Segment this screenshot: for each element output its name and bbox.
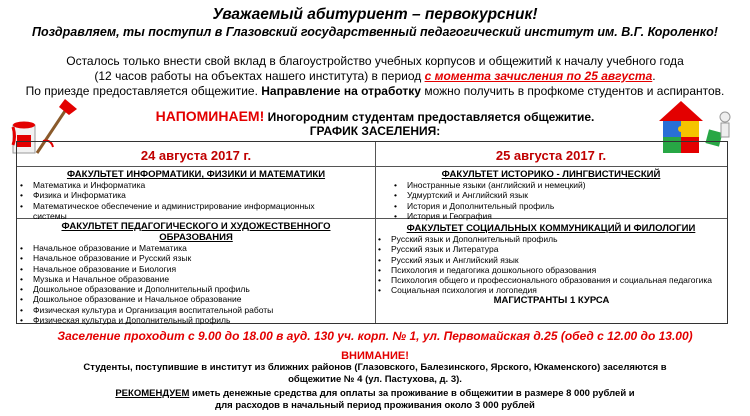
- header-divider: [17, 166, 727, 167]
- program-item: • Социальная психология и логопедия: [375, 285, 725, 295]
- nearby-students-line-2: общежитие № 4 (ул. Пастухова, д. 3).: [288, 374, 462, 385]
- program-item: • Русский язык и Дополнительный профиль: [375, 234, 725, 244]
- date-25-august: 25 августа 2017 г.: [495, 148, 607, 163]
- program-item: • Русский язык и Литература: [375, 244, 725, 254]
- reminder-text: Иногородним студентам предоставляется общежитие.: [264, 110, 595, 124]
- program-item: • Начальное образование и Биология: [17, 264, 367, 274]
- faculty-name-line-2: ОБРАЗОВАНИЯ: [159, 232, 233, 243]
- program-item: • Удмуртский и Английский язык: [391, 190, 721, 200]
- recommendation-note: [0, 388, 750, 412]
- date-24-august: 24 августа 2017 г.: [140, 148, 252, 163]
- program-item: • Начальное образование и Математика: [17, 243, 367, 253]
- intro-line-3-post: можно получить в профкоме студентов и аспирантов.: [420, 84, 725, 98]
- recommendation-text: иметь денежные средства для оплаты за проживание в общежитии в размере 8 000 рублей и: [189, 388, 635, 399]
- program-list: [17, 243, 367, 325]
- program-item: • Русский язык и Английский язык: [375, 255, 725, 265]
- reminder-line: [0, 109, 750, 124]
- recommendation-line-2: для расходов в начальный период проживания около 3 000 рублей: [215, 400, 535, 411]
- program-item: • Физическая культура и Дополнительный профиль: [17, 315, 367, 325]
- intro-line-2-pre: (12 часов работы на объектах нашего института) в период: [94, 69, 425, 83]
- masters-first-year: МАГИСТРАНТЫ 1 КУРСА: [493, 295, 610, 306]
- intro-line-2: [0, 69, 750, 84]
- faculty-name-line-1: ФАКУЛЬТЕТ ПЕДАГОГИЧЕСКОГО И ХУДОЖЕСТВЕННОГО: [61, 221, 331, 232]
- intro-paragraph: [0, 54, 750, 99]
- intro-line-2-post: .: [652, 69, 656, 83]
- program-item: • Психология и педагогика дошкольного образования: [375, 265, 725, 275]
- faculty-social-communications-philology: ФАКУЛЬТЕТ СОЦИАЛЬНЫХ КОММУНИКАЦИЙ И ФИЛОЛОГИИ: [406, 223, 696, 234]
- program-item: • Начальное образование и Русский язык: [17, 253, 367, 263]
- program-item: • Психология общего и профессионального образования и социальная педагогика: [375, 275, 725, 285]
- nearby-students-line-1: Студенты, поступившие в институт из ближних районов (Глазовского, Балезинского, Ярского, Юкаменского) заселяются в: [83, 362, 667, 373]
- faculty-pedagogical-art: [17, 221, 375, 243]
- reminder-block: [0, 109, 750, 138]
- recommendation-label: РЕКОМЕНДУЕМ: [115, 388, 190, 399]
- program-item: • Дошкольное образование и Дополнительный профиль: [17, 284, 367, 294]
- program-item: • Музыка и Начальное образование: [17, 274, 367, 284]
- schedule-title: ГРАФИК ЗАСЕЛЕНИЯ:: [309, 124, 441, 138]
- reminder-label: НАПОМИНАЕМ!: [155, 108, 265, 124]
- faculty-informatics-physics-math: ФАКУЛЬТЕТ ИНФОРМАТИКИ, ФИЗИКИ И МАТЕМАТИКИ: [66, 169, 326, 180]
- program-item: • Физическая культура и Организация воспитательной работы: [17, 305, 367, 315]
- intro-line-3-pre: По приезде предоставляется общежитие.: [25, 84, 262, 98]
- faculty-history-linguistics: ФАКУЛЬТЕТ ИСТОРИКО - ЛИНГВИСТИЧЕСКИЙ: [441, 169, 661, 180]
- program-item: • История и Дополнительный профиль: [391, 201, 721, 211]
- work-referral-highlight: Направление на отработку: [261, 84, 421, 98]
- program-item: • Иностранные языки (английский и немецкий): [391, 180, 721, 190]
- schedule-table: [16, 141, 728, 324]
- program-item: • Математика и Информатика: [17, 180, 347, 190]
- program-item: • История и География: [391, 211, 721, 221]
- program-item: • Физика и Информатика: [17, 190, 347, 200]
- intro-line-3: [0, 84, 750, 99]
- work-period-highlight: с момента зачисления по 25 августа: [424, 69, 653, 83]
- congratulation-line: Поздравляем, ты поступил в Глазовский государственный педагогический институт им. В.Г. Короленко!: [32, 25, 718, 39]
- program-list: [391, 180, 721, 221]
- program-item: • Математическое обеспечение и администрирование информационных системы: [17, 201, 347, 222]
- program-item: • Дошкольное образование и Начальное образование: [17, 294, 367, 304]
- nearby-students-note: [0, 362, 750, 386]
- recommendation-line-1: [0, 388, 750, 400]
- program-list: [375, 234, 725, 296]
- intro-line-1: Осталось только внести свой вклад в благоустройство учебных корпусов и общежитий к началу учебного года: [66, 54, 684, 68]
- settlement-info: Заселение проходит с 9.00 до 18.00 в ауд. 130 уч. корп. № 1, ул. Первомайская д.25 (обед с 12.00 до 13.00): [57, 329, 693, 343]
- attention-label: ВНИМАНИЕ!: [341, 350, 409, 362]
- program-list: [17, 180, 347, 221]
- page-title: Уважаемый абитуриент – первокурсник!: [212, 6, 538, 23]
